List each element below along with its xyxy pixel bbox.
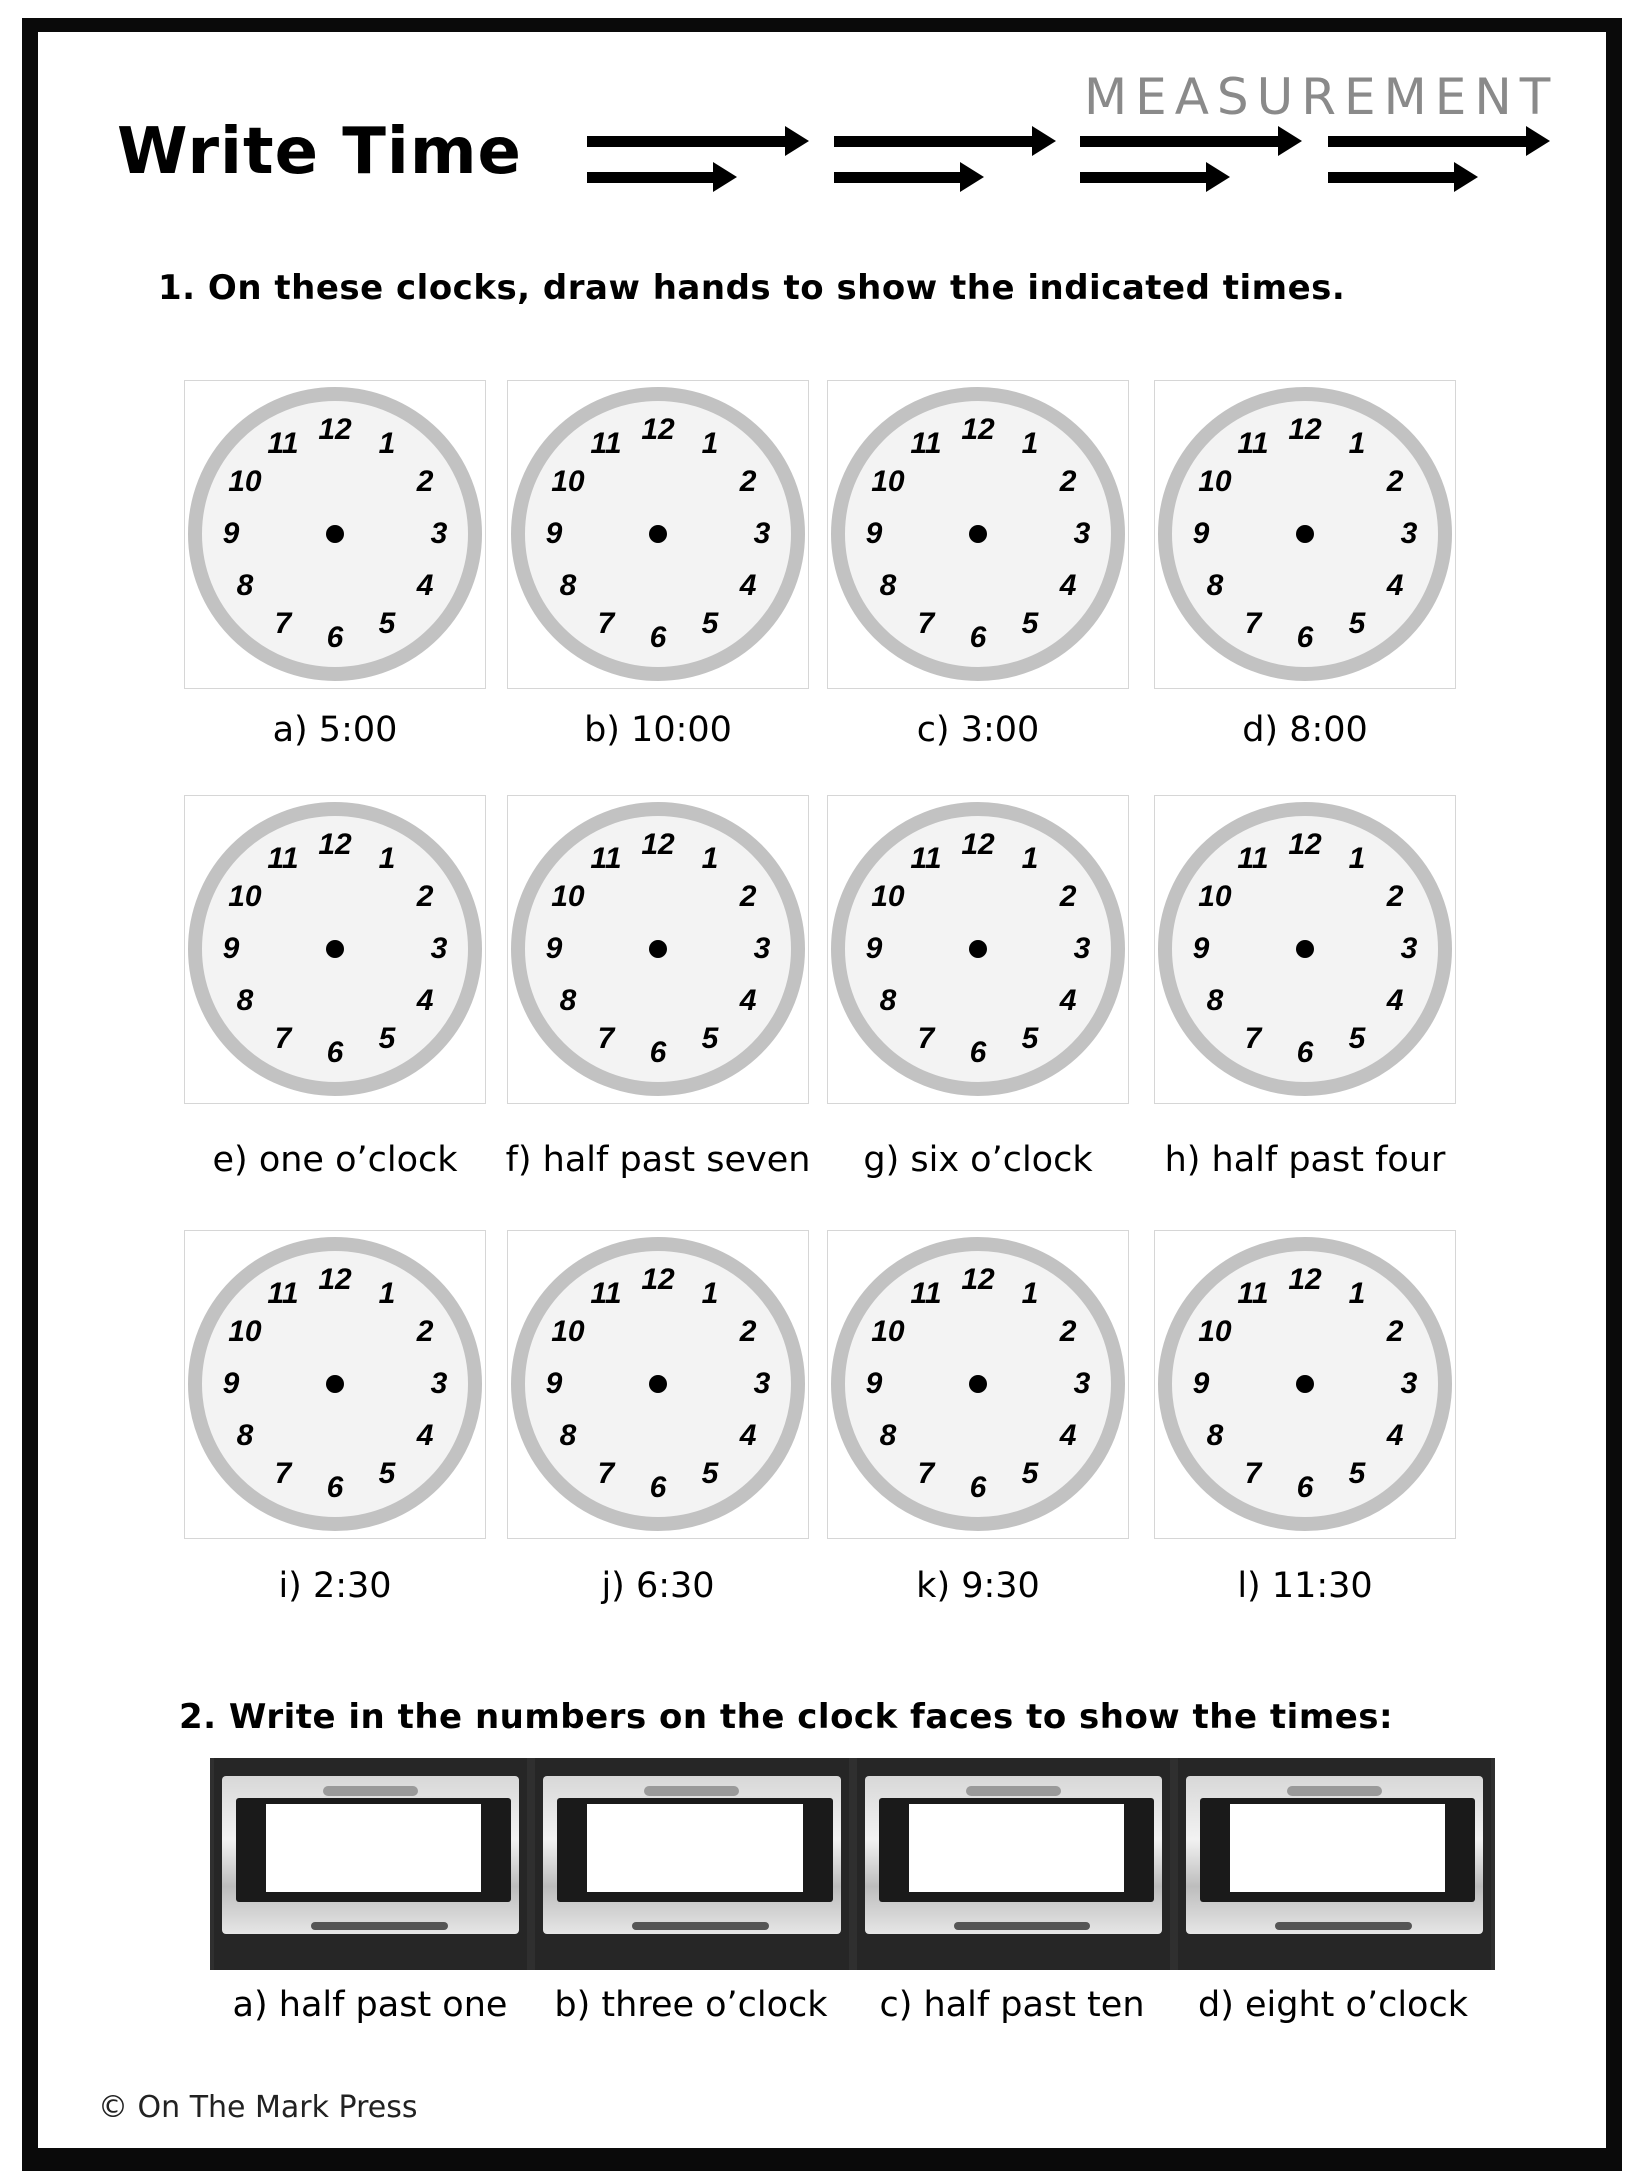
clock-face-box[interactable] <box>507 795 809 1104</box>
tuning-dial <box>311 1922 448 1930</box>
clock-numeral: 10 <box>871 880 905 913</box>
clock-numeral: 5 <box>378 1457 396 1491</box>
clock-numeral: 12 <box>961 1263 995 1296</box>
clock-numeral: 1 <box>378 841 396 875</box>
clock-numeral: 12 <box>961 413 995 446</box>
clock-numeral: 7 <box>917 607 935 641</box>
clock-numeral: 9 <box>1192 932 1210 965</box>
clock-numeral: 12 <box>641 413 675 446</box>
clock-numeral: 2 <box>1059 1315 1077 1348</box>
digital-clock-radio <box>214 1758 527 1970</box>
clock-numeral: 3 <box>753 932 771 965</box>
clock-numeral: 7 <box>597 1022 615 1056</box>
clock-numeral: 3 <box>753 517 771 550</box>
clock-numeral: 4 <box>739 569 757 602</box>
clock-numeral: 4 <box>739 1419 757 1452</box>
clock-numeral: 2 <box>416 465 434 498</box>
clock-numeral: 4 <box>416 569 434 602</box>
tuning-dial <box>1275 1922 1412 1930</box>
clock-numeral: 11 <box>590 841 622 875</box>
clock-center-dot <box>969 525 987 543</box>
clock-display-blank[interactable] <box>1230 1804 1445 1892</box>
digital-clock-radio <box>535 1758 848 1970</box>
clock-numeral: 8 <box>1206 1419 1224 1452</box>
clock-center-dot <box>969 1375 987 1393</box>
clock-numeral: 9 <box>865 1367 883 1400</box>
clock-numeral: 11 <box>1237 841 1269 875</box>
clock-numeral: 5 <box>1021 1457 1039 1491</box>
clock-numeral: 2 <box>1386 465 1404 498</box>
clock-numeral: 9 <box>1192 517 1210 550</box>
clock-numeral: 7 <box>597 1457 615 1491</box>
clock-numeral: 6 <box>649 1471 667 1504</box>
category-label: MEASUREMENT <box>1084 68 1559 126</box>
clock-display-blank[interactable] <box>587 1804 802 1892</box>
clock-numeral: 10 <box>228 465 262 498</box>
clock-numeral: 3 <box>430 517 448 550</box>
clock-numeral: 3 <box>1073 1367 1091 1400</box>
clock-numeral: 7 <box>1244 607 1262 641</box>
clock-numeral: 8 <box>559 1419 577 1452</box>
clock-numeral: 4 <box>1386 984 1404 1017</box>
clock-numeral: 4 <box>1386 569 1404 602</box>
clock-numeral: 3 <box>1073 517 1091 550</box>
clock-numeral: 7 <box>917 1022 935 1056</box>
arrow-icon <box>587 136 787 147</box>
clock-numeral: 2 <box>1386 1315 1404 1348</box>
screen-frame <box>1200 1798 1475 1902</box>
clock-numeral: 11 <box>267 426 299 460</box>
clock-numeral: 6 <box>326 1036 344 1069</box>
clock-numeral: 8 <box>236 1419 254 1452</box>
clock-numeral: 6 <box>1296 621 1314 654</box>
clock-face <box>511 802 805 1096</box>
clock-face <box>188 387 482 681</box>
clock-numeral: 5 <box>701 1457 719 1491</box>
digital-clock-label: c) half past ten <box>879 1985 1145 2025</box>
digital-clock-label: a) half past one <box>232 1985 508 2025</box>
clock-face-box[interactable] <box>1154 1230 1456 1539</box>
clock-time-label: j) 6:30 <box>601 1566 715 1606</box>
arrow-icon <box>1328 172 1456 183</box>
clock-numeral: 3 <box>753 1367 771 1400</box>
arrow-icon <box>834 136 1034 147</box>
tuning-dial <box>954 1922 1091 1930</box>
clock-numeral: 9 <box>222 932 240 965</box>
clock-numeral: 6 <box>649 621 667 654</box>
clock-numeral: 12 <box>961 828 995 861</box>
clock-face-box[interactable] <box>507 380 809 689</box>
clock-numeral: 10 <box>551 880 585 913</box>
clock-numeral: 11 <box>1237 1276 1269 1310</box>
clock-numeral: 10 <box>1198 1315 1232 1348</box>
clock-numeral: 11 <box>267 841 299 875</box>
clock-numeral: 7 <box>1244 1457 1262 1491</box>
clock-numeral: 12 <box>1288 413 1322 446</box>
clock-face <box>188 802 482 1096</box>
clock-numeral: 5 <box>701 607 719 641</box>
digital-clock-label: b) three o’clock <box>554 1985 828 2025</box>
clock-numeral: 2 <box>1386 880 1404 913</box>
clock-numeral: 2 <box>1059 880 1077 913</box>
clock-numeral: 3 <box>430 1367 448 1400</box>
clock-numeral: 3 <box>1400 932 1418 965</box>
clock-numeral: 8 <box>879 1419 897 1452</box>
clock-numeral: 11 <box>1237 426 1269 460</box>
clock-time-label: b) 10:00 <box>584 710 732 750</box>
clock-numeral: 1 <box>1021 1276 1039 1310</box>
clock-numeral: 5 <box>701 1022 719 1056</box>
clock-numeral: 10 <box>228 1315 262 1348</box>
radio-handle <box>644 1786 739 1796</box>
clock-numeral: 10 <box>871 465 905 498</box>
clock-time-label: k) 9:30 <box>916 1566 1040 1606</box>
clock-face <box>1158 1237 1452 1531</box>
clock-numeral: 9 <box>1192 1367 1210 1400</box>
clock-numeral: 1 <box>701 426 719 460</box>
clock-numeral: 8 <box>1206 984 1224 1017</box>
clock-face <box>1158 802 1452 1096</box>
clock-numeral: 6 <box>649 1036 667 1069</box>
clock-face-box[interactable] <box>827 380 1129 689</box>
clock-numeral: 3 <box>1400 517 1418 550</box>
clock-numeral: 6 <box>326 621 344 654</box>
clock-numeral: 6 <box>969 621 987 654</box>
clock-numeral: 2 <box>416 1315 434 1348</box>
clock-time-label: d) 8:00 <box>1242 710 1368 750</box>
clock-center-dot <box>326 1375 344 1393</box>
clock-numeral: 7 <box>274 1457 292 1491</box>
clock-numeral: 7 <box>1244 1022 1262 1056</box>
clock-face <box>831 802 1125 1096</box>
radio-body <box>222 1776 519 1934</box>
clock-time-label: g) six o’clock <box>863 1140 1093 1180</box>
clock-numeral: 2 <box>416 880 434 913</box>
clock-numeral: 1 <box>1348 1276 1366 1310</box>
clock-numeral: 1 <box>701 841 719 875</box>
clock-numeral: 9 <box>545 517 563 550</box>
clock-numeral: 12 <box>641 828 675 861</box>
clock-face <box>1158 387 1452 681</box>
clock-display-blank[interactable] <box>909 1804 1124 1892</box>
arrow-icon <box>1080 136 1280 147</box>
clock-center-dot <box>1296 1375 1314 1393</box>
arrow-icon <box>1328 136 1528 147</box>
clock-center-dot <box>1296 525 1314 543</box>
clock-numeral: 4 <box>1059 984 1077 1017</box>
copyright: © On The Mark Press <box>98 2090 418 2125</box>
clock-numeral: 5 <box>378 607 396 641</box>
clock-numeral: 5 <box>1348 1457 1366 1491</box>
clock-time-label: a) 5:00 <box>272 710 398 750</box>
clock-numeral: 5 <box>378 1022 396 1056</box>
clock-face-box[interactable] <box>1154 380 1456 689</box>
clock-numeral: 2 <box>739 465 757 498</box>
page-title: Write Time <box>117 115 522 189</box>
tuning-dial <box>632 1922 769 1930</box>
clock-face-box[interactable] <box>827 1230 1129 1539</box>
clock-numeral: 4 <box>739 984 757 1017</box>
clock-numeral: 10 <box>551 465 585 498</box>
clock-numeral: 4 <box>416 1419 434 1452</box>
clock-numeral: 6 <box>1296 1036 1314 1069</box>
arrow-icon <box>587 172 715 183</box>
digital-clock-label: d) eight o’clock <box>1198 1985 1468 2025</box>
clock-face <box>831 387 1125 681</box>
instruction-1: 1. On these clocks, draw hands to show the indicated times. <box>158 268 1346 308</box>
clock-numeral: 1 <box>1021 426 1039 460</box>
clock-numeral: 8 <box>236 569 254 602</box>
clock-numeral: 12 <box>318 828 352 861</box>
clock-face-box[interactable] <box>184 1230 486 1539</box>
clock-numeral: 10 <box>551 1315 585 1348</box>
clock-time-label: h) half past four <box>1164 1140 1446 1180</box>
arrow-icon <box>834 172 962 183</box>
screen-frame <box>879 1798 1154 1902</box>
clock-numeral: 5 <box>1348 607 1366 641</box>
clock-face-box[interactable] <box>827 795 1129 1104</box>
digital-clock-strip <box>210 1758 1495 1970</box>
clock-numeral: 12 <box>1288 828 1322 861</box>
clock-numeral: 9 <box>222 517 240 550</box>
clock-numeral: 1 <box>701 1276 719 1310</box>
clock-numeral: 10 <box>871 1315 905 1348</box>
clock-numeral: 1 <box>378 1276 396 1310</box>
clock-time-label: c) 3:00 <box>916 710 1040 750</box>
clock-numeral: 9 <box>222 1367 240 1400</box>
clock-numeral: 8 <box>879 569 897 602</box>
clock-numeral: 12 <box>318 413 352 446</box>
clock-face <box>188 1237 482 1531</box>
radio-body <box>543 1776 840 1934</box>
clock-display-blank[interactable] <box>266 1804 481 1892</box>
clock-numeral: 5 <box>1021 607 1039 641</box>
clock-numeral: 4 <box>1059 1419 1077 1452</box>
clock-numeral: 11 <box>910 1276 942 1310</box>
clock-numeral: 5 <box>1348 1022 1366 1056</box>
clock-numeral: 4 <box>1059 569 1077 602</box>
clock-numeral: 4 <box>1386 1419 1404 1452</box>
clock-numeral: 9 <box>865 517 883 550</box>
clock-numeral: 8 <box>559 569 577 602</box>
clock-numeral: 10 <box>1198 880 1232 913</box>
clock-numeral: 12 <box>318 1263 352 1296</box>
clock-numeral: 2 <box>739 1315 757 1348</box>
clock-center-dot <box>649 1375 667 1393</box>
clock-face-box[interactable] <box>1154 795 1456 1104</box>
clock-numeral: 1 <box>1348 841 1366 875</box>
clock-numeral: 11 <box>267 1276 299 1310</box>
clock-numeral: 3 <box>430 932 448 965</box>
clock-face-box[interactable] <box>184 380 486 689</box>
clock-numeral: 8 <box>236 984 254 1017</box>
clock-numeral: 3 <box>1073 932 1091 965</box>
clock-numeral: 8 <box>559 984 577 1017</box>
clock-center-dot <box>649 525 667 543</box>
screen-frame <box>557 1798 832 1902</box>
clock-numeral: 7 <box>597 607 615 641</box>
radio-body <box>1186 1776 1483 1934</box>
clock-time-label: l) 11:30 <box>1237 1566 1373 1606</box>
clock-numeral: 9 <box>865 932 883 965</box>
clock-numeral: 11 <box>910 426 942 460</box>
clock-numeral: 9 <box>545 1367 563 1400</box>
clock-numeral: 12 <box>1288 1263 1322 1296</box>
clock-numeral: 7 <box>274 1022 292 1056</box>
clock-numeral: 3 <box>1400 1367 1418 1400</box>
clock-face-box[interactable] <box>507 1230 809 1539</box>
clock-numeral: 6 <box>969 1036 987 1069</box>
clock-numeral: 5 <box>1021 1022 1039 1056</box>
digital-clock-radio <box>857 1758 1170 1970</box>
instruction-2: 2. Write in the numbers on the clock faces to show the times: <box>179 1697 1394 1737</box>
clock-center-dot <box>649 940 667 958</box>
clock-numeral: 12 <box>641 1263 675 1296</box>
clock-numeral: 6 <box>1296 1471 1314 1504</box>
clock-numeral: 8 <box>879 984 897 1017</box>
clock-numeral: 11 <box>910 841 942 875</box>
clock-numeral: 8 <box>1206 569 1224 602</box>
clock-face <box>511 1237 805 1531</box>
clock-center-dot <box>1296 940 1314 958</box>
screen-frame <box>236 1798 511 1902</box>
radio-handle <box>966 1786 1061 1796</box>
digital-clock-radio <box>1178 1758 1491 1970</box>
radio-handle <box>323 1786 418 1796</box>
clock-time-label: f) half past seven <box>505 1140 811 1180</box>
clock-numeral: 10 <box>228 880 262 913</box>
clock-numeral: 1 <box>1348 426 1366 460</box>
clock-numeral: 10 <box>1198 465 1232 498</box>
clock-face <box>511 387 805 681</box>
clock-numeral: 4 <box>416 984 434 1017</box>
clock-numeral: 11 <box>590 1276 622 1310</box>
radio-body <box>865 1776 1162 1934</box>
arrow-icon <box>1080 172 1208 183</box>
clock-numeral: 6 <box>326 1471 344 1504</box>
clock-center-dot <box>326 525 344 543</box>
clock-numeral: 2 <box>739 880 757 913</box>
clock-numeral: 2 <box>1059 465 1077 498</box>
radio-handle <box>1287 1786 1382 1796</box>
clock-numeral: 1 <box>378 426 396 460</box>
clock-numeral: 7 <box>917 1457 935 1491</box>
clock-numeral: 6 <box>969 1471 987 1504</box>
clock-face <box>831 1237 1125 1531</box>
clock-numeral: 1 <box>1021 841 1039 875</box>
clock-numeral: 7 <box>274 607 292 641</box>
clock-numeral: 9 <box>545 932 563 965</box>
clock-face-box[interactable] <box>184 795 486 1104</box>
clock-center-dot <box>326 940 344 958</box>
clock-numeral: 11 <box>590 426 622 460</box>
clock-time-label: e) one o’clock <box>212 1140 458 1180</box>
clock-time-label: i) 2:30 <box>278 1566 392 1606</box>
clock-center-dot <box>969 940 987 958</box>
